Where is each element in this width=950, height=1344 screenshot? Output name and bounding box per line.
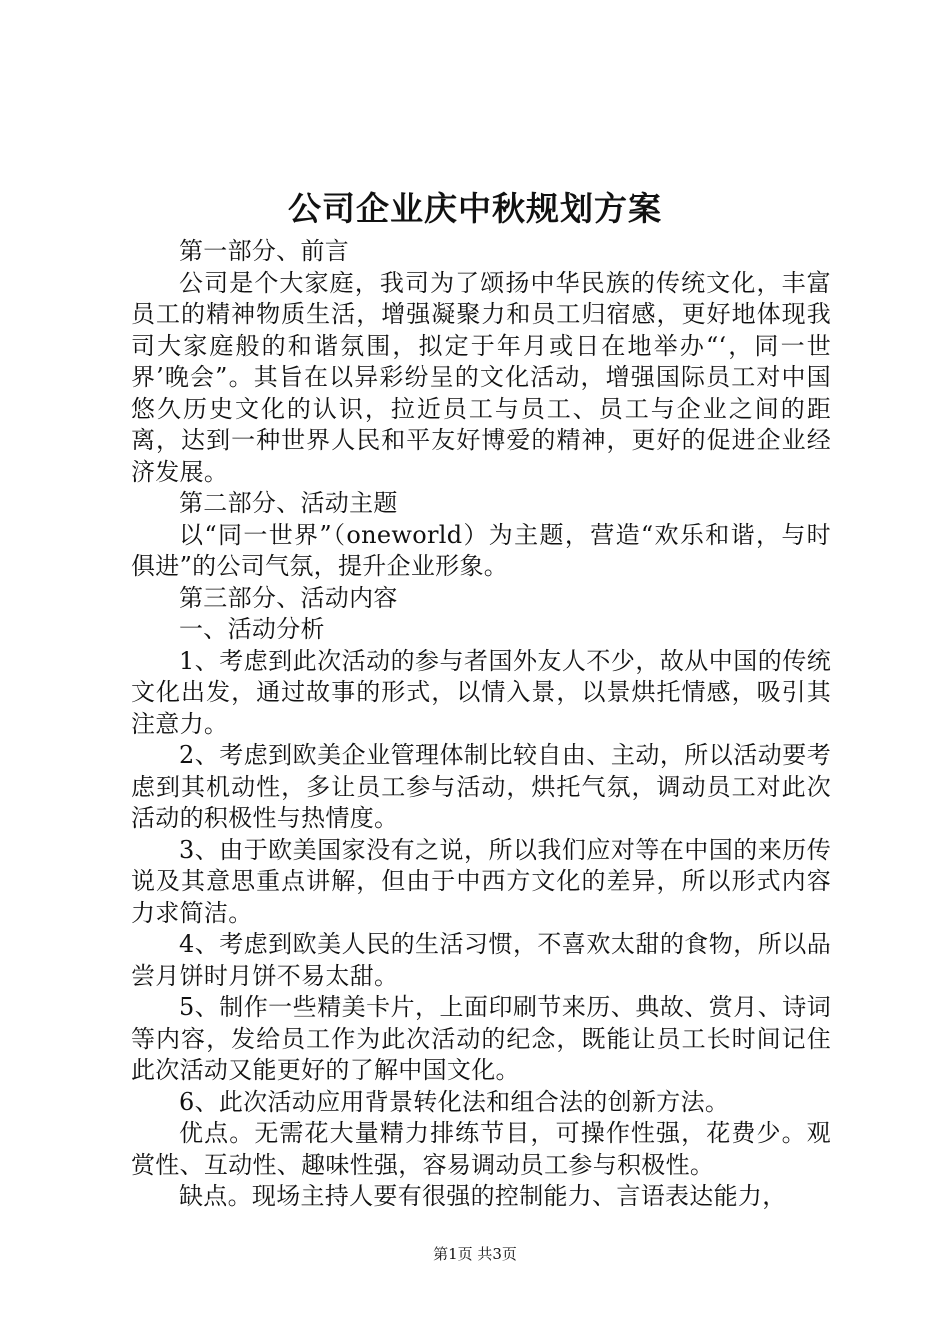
list-item-5: 5、制作一些精美卡片，上面印刷节来历、典故、赏月、诗词等内容，发给员工作为此次活动的纪念，既能让员工长时间记住此次活动又能更好的了解中国文化。 bbox=[131, 993, 831, 1084]
document-body bbox=[131, 236, 831, 1213]
document-title: 公司企业庆中秋规划方案 bbox=[288, 189, 662, 228]
list-item-4: 4、考虑到欧美人民的生活习惯，不喜欢太甜的食物，所以品尝月饼时月饼不易太甜。 bbox=[131, 930, 831, 990]
paragraph-preface: 公司是个大家庭，我司为了颂扬中华民族的传统文化，丰富员工的精神物质生活，增强凝聚力和员工归宿感，更好地体现我司大家庭般的和谐氛围，拟定于年月或日在地举办“‘，同一世界’晚会”。其旨在以异彩纷呈的文化活动，增强国际员工对中国悠久历史文化的认识，拉近员工与员工、员工与企业之间的距离，达到一种世界人民和平友好博爱的精神，更好的促进企业经济发展。 bbox=[131, 268, 831, 486]
section-heading-theme: 第二部分、活动主题 bbox=[179, 489, 398, 517]
subheading-analysis: 一、活动分析 bbox=[179, 615, 325, 643]
section-heading-content: 第三部分、活动内容 bbox=[179, 583, 398, 612]
paragraph-disadvantages: 缺点。现场主持人要有很强的控制能力、言语表达能力， bbox=[179, 1182, 787, 1210]
page-footer: 第1页 共3页 bbox=[433, 1245, 517, 1263]
list-item-3: 3、由于欧美国家没有之说，所以我们应对等在中国的来历传说及其意思重点讲解，但由于中西方文化的差异，所以形式内容力求简洁。 bbox=[131, 835, 831, 927]
list-item-6: 6、此次活动应用背景转化法和组合法的创新方法。 bbox=[179, 1087, 730, 1116]
paragraph-advantages: 优点。无需花大量精力排练节目，可操作性强，花费少。观赏性、互动性、趣味性强，容易调动员工参与积极性。 bbox=[131, 1119, 831, 1179]
list-item-2: 2、考虑到欧美企业管理体制比较自由、主动，所以活动要考虑到其机动性，多让员工参与活动，烘托气氛，调动员工对此次活动的积极性与热情度。 bbox=[131, 741, 831, 832]
list-item-1: 1、考虑到此次活动的参与者国外友人不少，故从中国的传统文化出发，通过故事的形式，以情入景，以景烘托情感，吸引其注意力。 bbox=[131, 646, 831, 738]
section-heading-preface: 第一部分、前言 bbox=[179, 237, 350, 265]
paragraph-theme: 以“同一世界”（oneworld）为主题，营造“欢乐和谐，与时俱进”的公司气氛，提升企业形象。 bbox=[131, 520, 831, 580]
